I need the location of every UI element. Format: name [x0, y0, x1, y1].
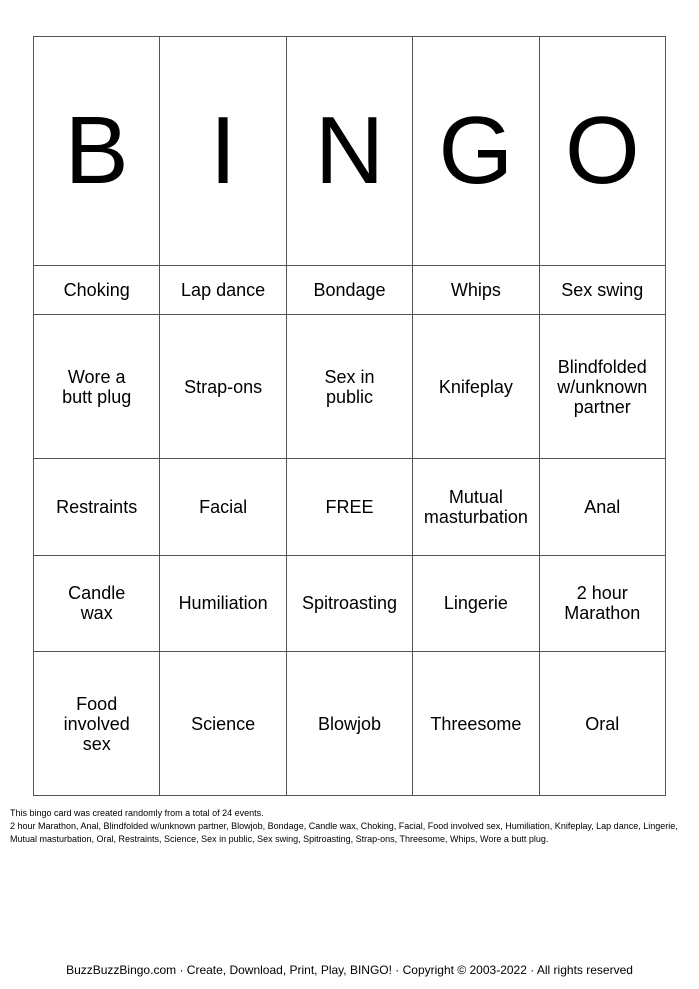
cell-text: Blindfolded w/unknown partner: [557, 356, 648, 417]
cell-text: Mutual masturbation: [423, 486, 528, 527]
card-row-2: [34, 315, 666, 459]
cell-text: Candle wax: [68, 583, 126, 624]
card-row-4: [34, 555, 666, 652]
card-info: [10, 807, 690, 846]
header-letter-g: G: [413, 37, 539, 266]
card-info-event-list: 2 hour Marathon, Anal, Blindfolded w/unknown partner, Blowjob, Bondage, Candle wax, Choking, Facial, Food involved sex, Humiliation, Knifeplay, Lap dance, Lingerie, Mutual masturbation, Oral, Restraints, Science, Sex in public, Sex swing, Spitroasting, Strap-ons, Threesome, Whips, Wore a butt plug.: [10, 821, 678, 844]
cell-text: Sex in public: [324, 366, 375, 407]
card-cell: [160, 458, 286, 555]
cell-text: Blowjob: [317, 713, 381, 734]
free-space-text: FREE: [325, 496, 374, 517]
card-cell: [286, 315, 412, 459]
cell-text: Lap dance: [181, 279, 266, 300]
bingo-card: [33, 36, 666, 796]
card-cell: [413, 458, 539, 555]
cell-text: Facial: [199, 496, 248, 517]
cell-text: Anal: [584, 496, 621, 517]
card-cell: [286, 652, 412, 796]
card-cell: [160, 265, 286, 315]
header-letter-b: B: [34, 37, 160, 266]
cell-text: Science: [191, 713, 256, 734]
card-info-summary: This bingo card was created randomly from a total of 24 events.: [10, 808, 264, 818]
cell-text: Threesome: [430, 713, 522, 734]
card-row-3: [34, 458, 666, 555]
cell-text: Strap-ons: [184, 376, 263, 397]
header-letter-o: O: [539, 37, 665, 266]
cell-text: Wore a butt plug: [62, 366, 132, 407]
card-cell: [539, 652, 665, 796]
cell-text: Choking: [63, 279, 130, 300]
card-cell: [539, 315, 665, 459]
card-cell: [34, 265, 160, 315]
card-cell: [34, 315, 160, 459]
card-cell: [539, 555, 665, 652]
card-cell: [413, 265, 539, 315]
card-cell: [286, 555, 412, 652]
card-cell: [34, 652, 160, 796]
card-cell: [160, 315, 286, 459]
free-space-cell: [286, 458, 412, 555]
header-letter-n: N: [286, 37, 412, 266]
card-cell: [413, 652, 539, 796]
cell-text: Spitroasting: [301, 593, 397, 614]
card-row-1: [34, 265, 666, 315]
cell-text: Whips: [450, 279, 501, 300]
card-cell: [160, 652, 286, 796]
cell-text: Restraints: [56, 496, 138, 517]
card-cell: [160, 555, 286, 652]
cell-text: Food involved sex: [63, 693, 130, 754]
cell-text: Oral: [585, 713, 620, 734]
cell-text: Lingerie: [443, 593, 508, 614]
card-cell: [34, 458, 160, 555]
cell-text: Humiliation: [178, 593, 268, 614]
cell-text: 2 hour Marathon: [564, 583, 641, 624]
header-letter-i: I: [160, 37, 286, 266]
card-cell: [539, 458, 665, 555]
card-cell: [413, 555, 539, 652]
card-cell: [539, 265, 665, 315]
card-row-5: [34, 652, 666, 796]
footer-copyright: BuzzBuzzBingo.com · Create, Download, Print, Play, BINGO! · Copyright © 2003-2022 · All rights reserved: [66, 963, 633, 977]
header-row: [34, 37, 666, 266]
card-cell: [413, 315, 539, 459]
cell-text: Sex swing: [561, 279, 644, 300]
card-cell: [286, 265, 412, 315]
cell-text: Knifeplay: [438, 376, 513, 397]
cell-text: Bondage: [313, 279, 386, 300]
card-cell: [34, 555, 160, 652]
